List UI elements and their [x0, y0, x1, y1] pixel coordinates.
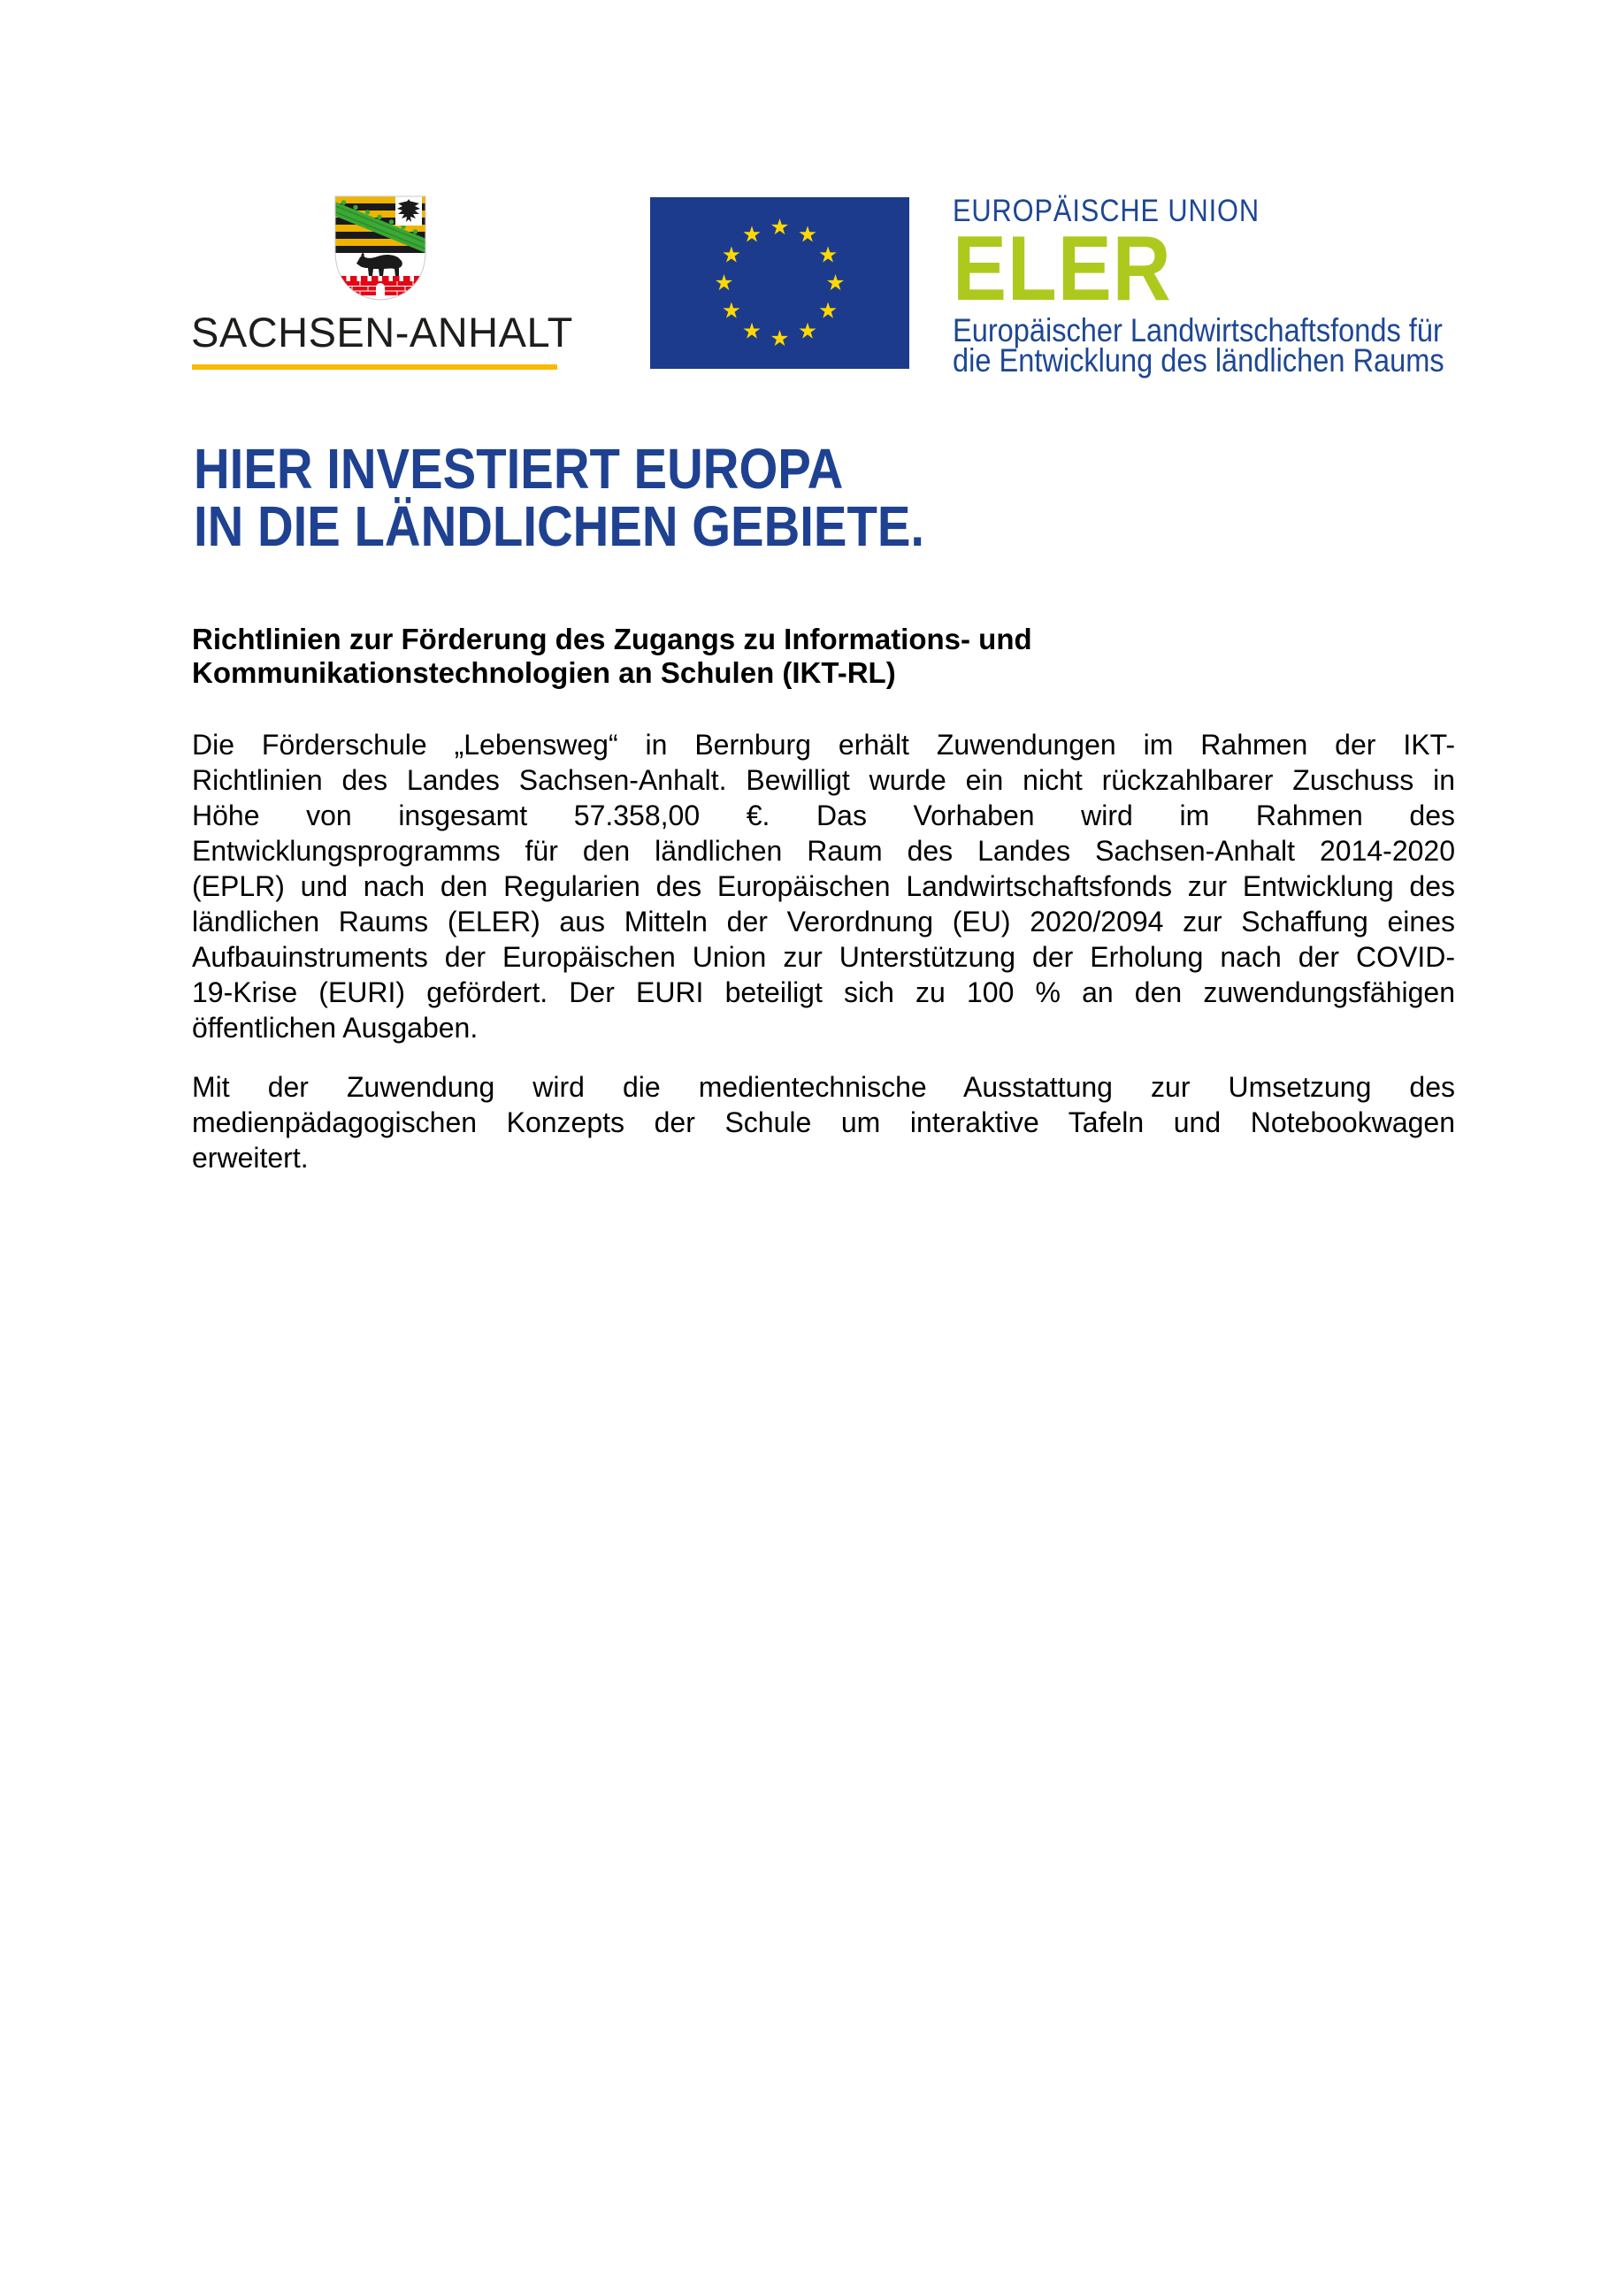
paragraph-equipment-details	[192, 1069, 1455, 1175]
sachsen-anhalt-underline	[192, 364, 557, 370]
text-line: 19-Krise (EURI) gefördert. Der EURI beteiligt sich zu 100 % an den zuwendungsfähigen	[192, 976, 1455, 1008]
campaign-heading-line1: HIER INVESTIERT EUROPA	[194, 437, 844, 501]
text-line: medienpädagogischen Konzepts der Schule um interaktive Tafeln und Notebookwagen	[192, 1106, 1455, 1138]
text-line: Richtlinien des Landes Sachsen-Anhalt. Bewilligt wurde ein nicht rückzahlbarer Zuschuss in	[192, 764, 1455, 796]
document-title	[192, 623, 1032, 690]
text-line: Richtlinien zur Förderung des Zugangs zu Informations- und	[192, 623, 1032, 655]
text-line: (EPLR) und nach den Regularien des Europäischen Landwirtschaftsfonds zur Entwicklung des	[192, 870, 1455, 902]
eler-subtitle-line1: Europäischer Landwirtschaftsfonds für	[953, 312, 1443, 348]
eler-acronym: ELER	[953, 218, 1172, 320]
paragraph-funding-details	[192, 727, 1455, 1045]
text-line: Entwicklungsprogramms für den ländlichen Raum des Landes Sachsen-Anhalt 2014-2020	[192, 835, 1455, 867]
eu-union-label: EUROPÄISCHE UNION	[953, 194, 1260, 228]
campaign-heading	[194, 437, 925, 558]
text-line: Aufbauinstruments der Europäischen Union zur Unterstützung der Erholung nach der COVID-	[192, 941, 1455, 973]
text-line: öffentlichen Ausgaben.	[192, 1012, 479, 1044]
campaign-heading-line2: IN DIE LÄNDLICHEN GEBIETE.	[194, 494, 925, 558]
text-line: Kommunikationstechnologien an Schulen (IKT-RL)	[192, 656, 896, 689]
eu-flag-icon	[650, 197, 909, 373]
sachsen-anhalt-coat-of-arms-icon	[333, 195, 427, 306]
eler-subtitle-line2: die Entwicklung des ländlichen Raums	[953, 342, 1444, 379]
sachsen-anhalt-wordmark: SACHSEN-ANHALT	[191, 309, 573, 356]
text-line: erweitert.	[192, 1142, 309, 1174]
text-line: ländlichen Raums (ELER) aus Mitteln der Verordnung (EU) 2020/2094 zur Schaffung eines	[192, 906, 1455, 938]
text-line: Höhe von insgesamt 57.358,00 €. Das Vorhaben wird im Rahmen des	[192, 800, 1455, 831]
text-line: Mit der Zuwendung wird die medientechnische Ausstattung zur Umsetzung des	[192, 1071, 1455, 1103]
eler-logo-block	[953, 194, 1444, 379]
text-line: Die Förderschule „Lebensweg“ in Bernburg erhält Zuwendungen im Rahmen der IKT-	[192, 729, 1455, 761]
